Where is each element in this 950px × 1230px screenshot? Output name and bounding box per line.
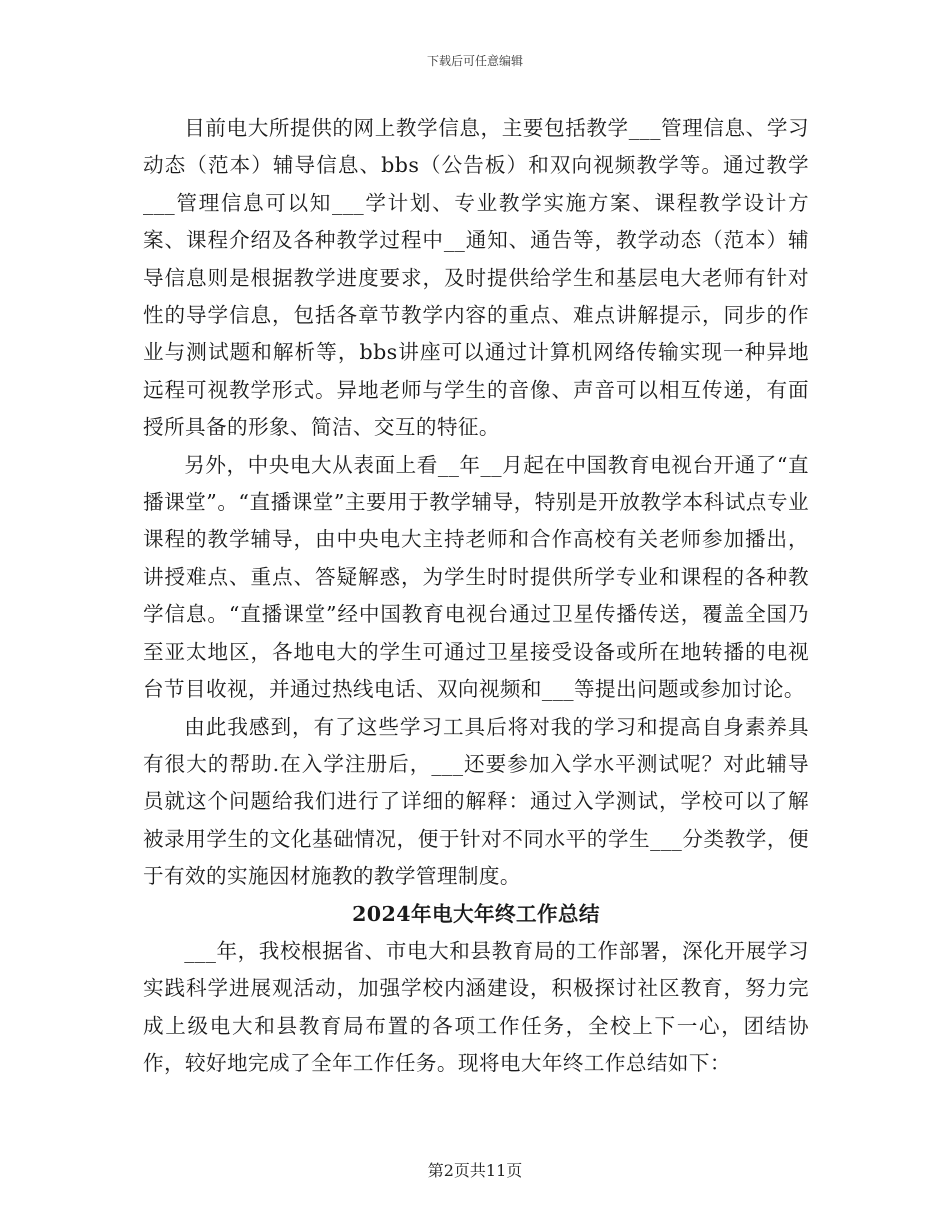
page-footer: 第2页共11页	[427, 1161, 523, 1180]
paragraph-entrance-test: 由此我感到，有了这些学习工具后将对我的学习和提高自身素养具有很大的帮助.在入学注册后，___还要参加入学水平测试呢？对此辅导员就这个问题给我们进行了详细的解释：通过入学测试，学校可以了解被录用学生的文化基础情况，便于针对不同水平的学生___分类教学，便于有效的实施因材施教的教学管理制度。	[143, 714, 809, 889]
paragraph-live-classroom: 另外，中央电大从表面上看__年__月起在中国教育电视台开通了“直播课堂”。“直播课堂”主要用于教学辅导，特别是开放教学本科试点专业课程的教学辅导，由中央电大主持老师和合作高校有关老师参加播出，讲授难点、重点、答疑解惑，为学生时时提供所学专业和课程的各种教学信息。“直播课堂”经中国教育电视台通过卫星传播传送，覆盖全国乃至亚太地区，各地电大的学生可通过卫星接受设备或所在地转播的电视台节目收视，并通过热线电话、双向视频和___等提出问题或参加讨论。	[143, 452, 809, 702]
document-body	[143, 110, 809, 1083]
section-title: 2024年电大年终工作总结	[352, 901, 600, 926]
paragraph-online-teaching-info: 目前电大所提供的网上教学信息，主要包括教学___管理信息、学习动态（范本）辅导信息、bbs（公告板）和双向视频教学等。通过教学___管理信息可以知___学计划、专业教学实施方案、课程教学设计方案、课程介绍及各种教学过程中__通知、通告等，教学动态（范本）辅导信息则是根据教学进度要求，及时提供给学生和基层电大老师有针对性的导学信息，包括各章节教学内容的重点、难点讲解提示，同步的作业与测试题和解析等，bbs讲座可以通过计算机网络传输实现一种异地远程可视教学形式。异地老师与学生的音像、声音可以相互传递，有面授所具备的形象、简洁、交互的特征。	[143, 116, 809, 440]
page-header: 下载后可任意编辑	[426, 54, 523, 68]
paragraph-annual-summary-intro: ___年，我校根据省、市电大和县教育局的工作部署，深化开展学习实践科学进展观活动，加强学校内涵建设，积极探讨社区教育，努力完成上级电大和县教育局布置的各项工作任务，全校上下一心，团结协作，较好地完成了全年工作任务。现将电大年终工作总结如下：	[143, 938, 809, 1076]
